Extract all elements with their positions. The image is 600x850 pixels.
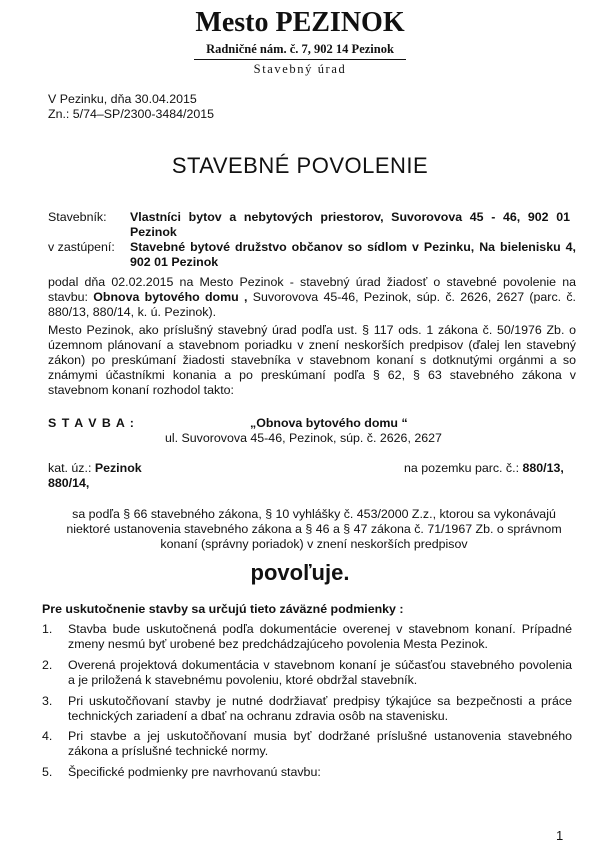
place-date: V Pezinku, dňa 30.04.2015: [48, 92, 197, 106]
condition-number: 3.: [42, 694, 53, 708]
parcel-continuation: 880/14,: [48, 476, 90, 490]
document-title: STAVEBNÉ POVOLENIE: [171, 153, 429, 178]
stavba-address: ul. Suvorovova 45-46, Pezinok, súp. č. 2626, 2627: [165, 431, 442, 445]
decision-word: povoľuje.: [250, 560, 350, 585]
cadastral-area-value: Pezinok: [94, 461, 142, 475]
cadastral-area-label: kat. úz.:: [48, 461, 95, 475]
condition-number: 1.: [42, 622, 53, 636]
representative-label: v zastúpení:: [48, 240, 115, 254]
city-address: Radničné nám. č. 7, 902 14 Pezinok: [206, 42, 394, 56]
application-paragraph: [48, 275, 576, 320]
project-name: Obnova bytového domu ,: [93, 290, 248, 304]
condition-text: Stavba bude uskutočnená podľa dokumentácie overenej v stavebnom konaní. Prípadné zmeny nesmú byť urobené bez predchádzajúceho povolenia Mesta Pezinok.: [68, 622, 572, 651]
builder-value: Vlastníci bytov a nebytových priestorov, Suvorovova 45 - 46, 902 01 Pezinok: [130, 210, 570, 239]
office-name: Stavebný úrad: [253, 62, 347, 76]
condition-text: Overená projektová dokumentácia v stavebnom konaní je súčasťou stavebného povolenia a je priložená k stavebnému povoleniu, ktoré obdržal stavebník.: [68, 658, 572, 687]
condition-item: [42, 765, 572, 780]
builder-label: Stavebník:: [48, 210, 107, 224]
condition-text: Pri stavbe a jej uskutočňovaní musia byť dodržané príslušné ustanovenia stavebného zákona a príslušné technické normy.: [68, 729, 572, 758]
parcel-label: na pozemku parc. č.:: [404, 461, 523, 475]
cadastral-area: [48, 461, 142, 476]
authority-paragraph: Mesto Pezinok, ako príslušný stavebný úrad podľa ust. § 117 ods. 1 zákona č. 50/1976 Zb. o územnom plánovaní a stavebnom poriadku v znení neskorších predpisov (ďalej len stavebný zákon) po preskúmaní žiadosti stavebníka v stavebnom konaní s dotknutými orgánmi a so známymi účastníkmi konania a po preskúmaní podľa § 62, § 63 stavebného zákona v stavebnom konaní rozhodol takto:: [48, 323, 576, 397]
condition-number: 4.: [42, 729, 53, 743]
condition-item: [42, 694, 572, 724]
legal-basis: sa podľa § 66 stavebného zákona, § 10 vyhlášky č. 453/2000 Z.z., ktorou sa vykonávajú niektoré ustanovenia stavebného zákona a § 46 a § 47 zákona č. 71/1967 Zb. o správnom konaní (správny poriadok) v znení neskorších predpisov: [66, 507, 562, 551]
application-text-after: Suvorovova 45-46, Pezinok, súp. č. 2626, 2627 (parc. č. 880/13, 880/14, k. ú. Pezinok).: [48, 290, 576, 319]
condition-text: Špecifické podmienky pre navrhovanú stavbu:: [68, 765, 321, 779]
page-number: 1: [556, 828, 564, 843]
reference-number: Zn.: 5/74–SP/2300-3484/2015: [48, 107, 215, 121]
representative-value: Stavebné bytové družstvo občanov so sídlom v Pezinku, Na bielenisku 4, 902 01 Pezinok: [130, 240, 576, 269]
condition-item: [42, 729, 572, 759]
city-name: Mesto PEZINOK: [195, 7, 405, 38]
condition-item: [42, 658, 572, 688]
condition-text: Pri uskutočňovaní stavby je nutné dodržiavať predpisy týkajúce sa bezpečnosti a práce technických zariadení a dbať na ochranu zdravia osôb na stavenisku.: [68, 694, 572, 723]
condition-number: 5.: [42, 765, 53, 779]
stavba-name: „Obnova bytového domu “: [250, 416, 408, 430]
condition-number: 2.: [42, 658, 53, 672]
conditions-heading: Pre uskutočnenie stavby sa určujú tieto záväzné podmienky :: [42, 602, 404, 616]
condition-item: [42, 622, 572, 652]
stavba-label: S T A V B A :: [48, 416, 135, 430]
application-text-before: podal dňa 02.02.2015 na Mesto Pezinok - stavebný úrad žiadosť o stavebné povolenie na stavbu:: [48, 275, 576, 304]
parcel-value: 880/13,: [522, 461, 564, 475]
header-rule: [194, 59, 406, 60]
parcel-number: [404, 461, 564, 476]
